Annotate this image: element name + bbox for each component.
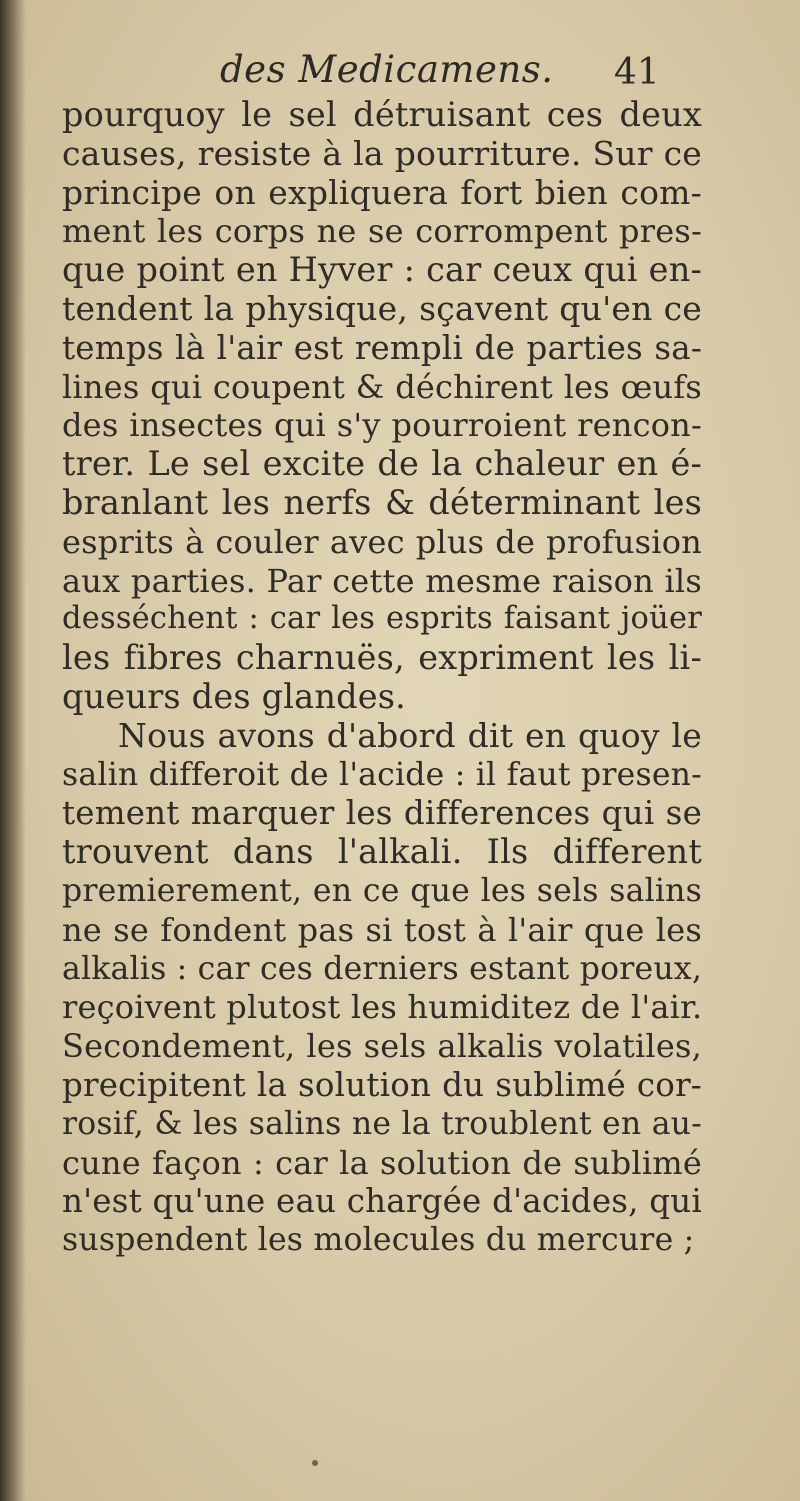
text-line: ment les corps ne se corrompent pres- (62, 212, 702, 251)
paragraph-end-line: queurs des glandes. (62, 676, 407, 716)
text-line: aux parties. Par cette mesme raison ils (62, 561, 702, 600)
ink-speck (312, 1460, 318, 1466)
text-line: n'est qu'une eau chargée d'acides, qui (62, 1182, 702, 1221)
text-line: suspendent les molecules du mercure ; (62, 1222, 695, 1259)
text-line: que point en Hyver : car ceux qui en- (62, 250, 702, 290)
text-line: rosif, & les salins ne la troublent en au- (62, 1105, 702, 1142)
text-line: branlant les nerfs & déterminant les (62, 482, 702, 522)
text-line: precipitent la solution du sublimé cor- (62, 1065, 702, 1104)
text-line: premierement, en ce que les sels salins (62, 872, 702, 909)
text-line: trouvent dans l'alkali. Ils different (62, 832, 702, 872)
text-line: esprits à couler avec plus de profusion (62, 522, 702, 561)
text-line: tendent la physique, sçavent qu'en ce (62, 288, 702, 328)
text-line: des insectes qui s'y pourroient rencon- (62, 406, 702, 445)
page-header (62, 42, 662, 102)
text-line: trer. Le sel excite de la chaleur en é- (62, 444, 702, 484)
text-line: temps là l'air est rempli de parties sa- (62, 328, 702, 367)
text-line: principe on expliquera fort bien com- (62, 172, 702, 212)
text-line: desséchent : car les esprits faisant joüer (62, 601, 702, 637)
running-title: des Medicamens. (220, 48, 554, 91)
text-line: reçoivent plutost les humiditez de l'air. (62, 988, 703, 1027)
text-line: ne se fondent pas si tost à l'air que les (62, 910, 702, 949)
text-line: tement marquer les differences qui se (62, 794, 702, 833)
text-line: pourquoy le sel détruisant ces deux (62, 95, 702, 134)
text-line: causes, resiste à la pourriture. Sur ce (62, 133, 702, 173)
body-text (62, 96, 702, 1356)
paragraph-start-line: Nous avons d'abord dit en quoy le (118, 715, 702, 755)
page-binding-shadow (0, 0, 26, 1501)
text-line: cune façon : car la solution de sublimé (62, 1143, 702, 1182)
page-number: 41 (614, 52, 660, 93)
text-line: lines qui coupent & déchirent les œufs (62, 367, 702, 406)
text-line: salin differoit de l'acide : il faut presen- (62, 756, 702, 793)
text-line: alkalis : car ces derniers estant poreux, (62, 950, 703, 987)
text-line: Secondement, les sels alkalis volatiles, (62, 1027, 702, 1066)
text-line: les fibres charnuës, expriment les li- (62, 638, 702, 678)
